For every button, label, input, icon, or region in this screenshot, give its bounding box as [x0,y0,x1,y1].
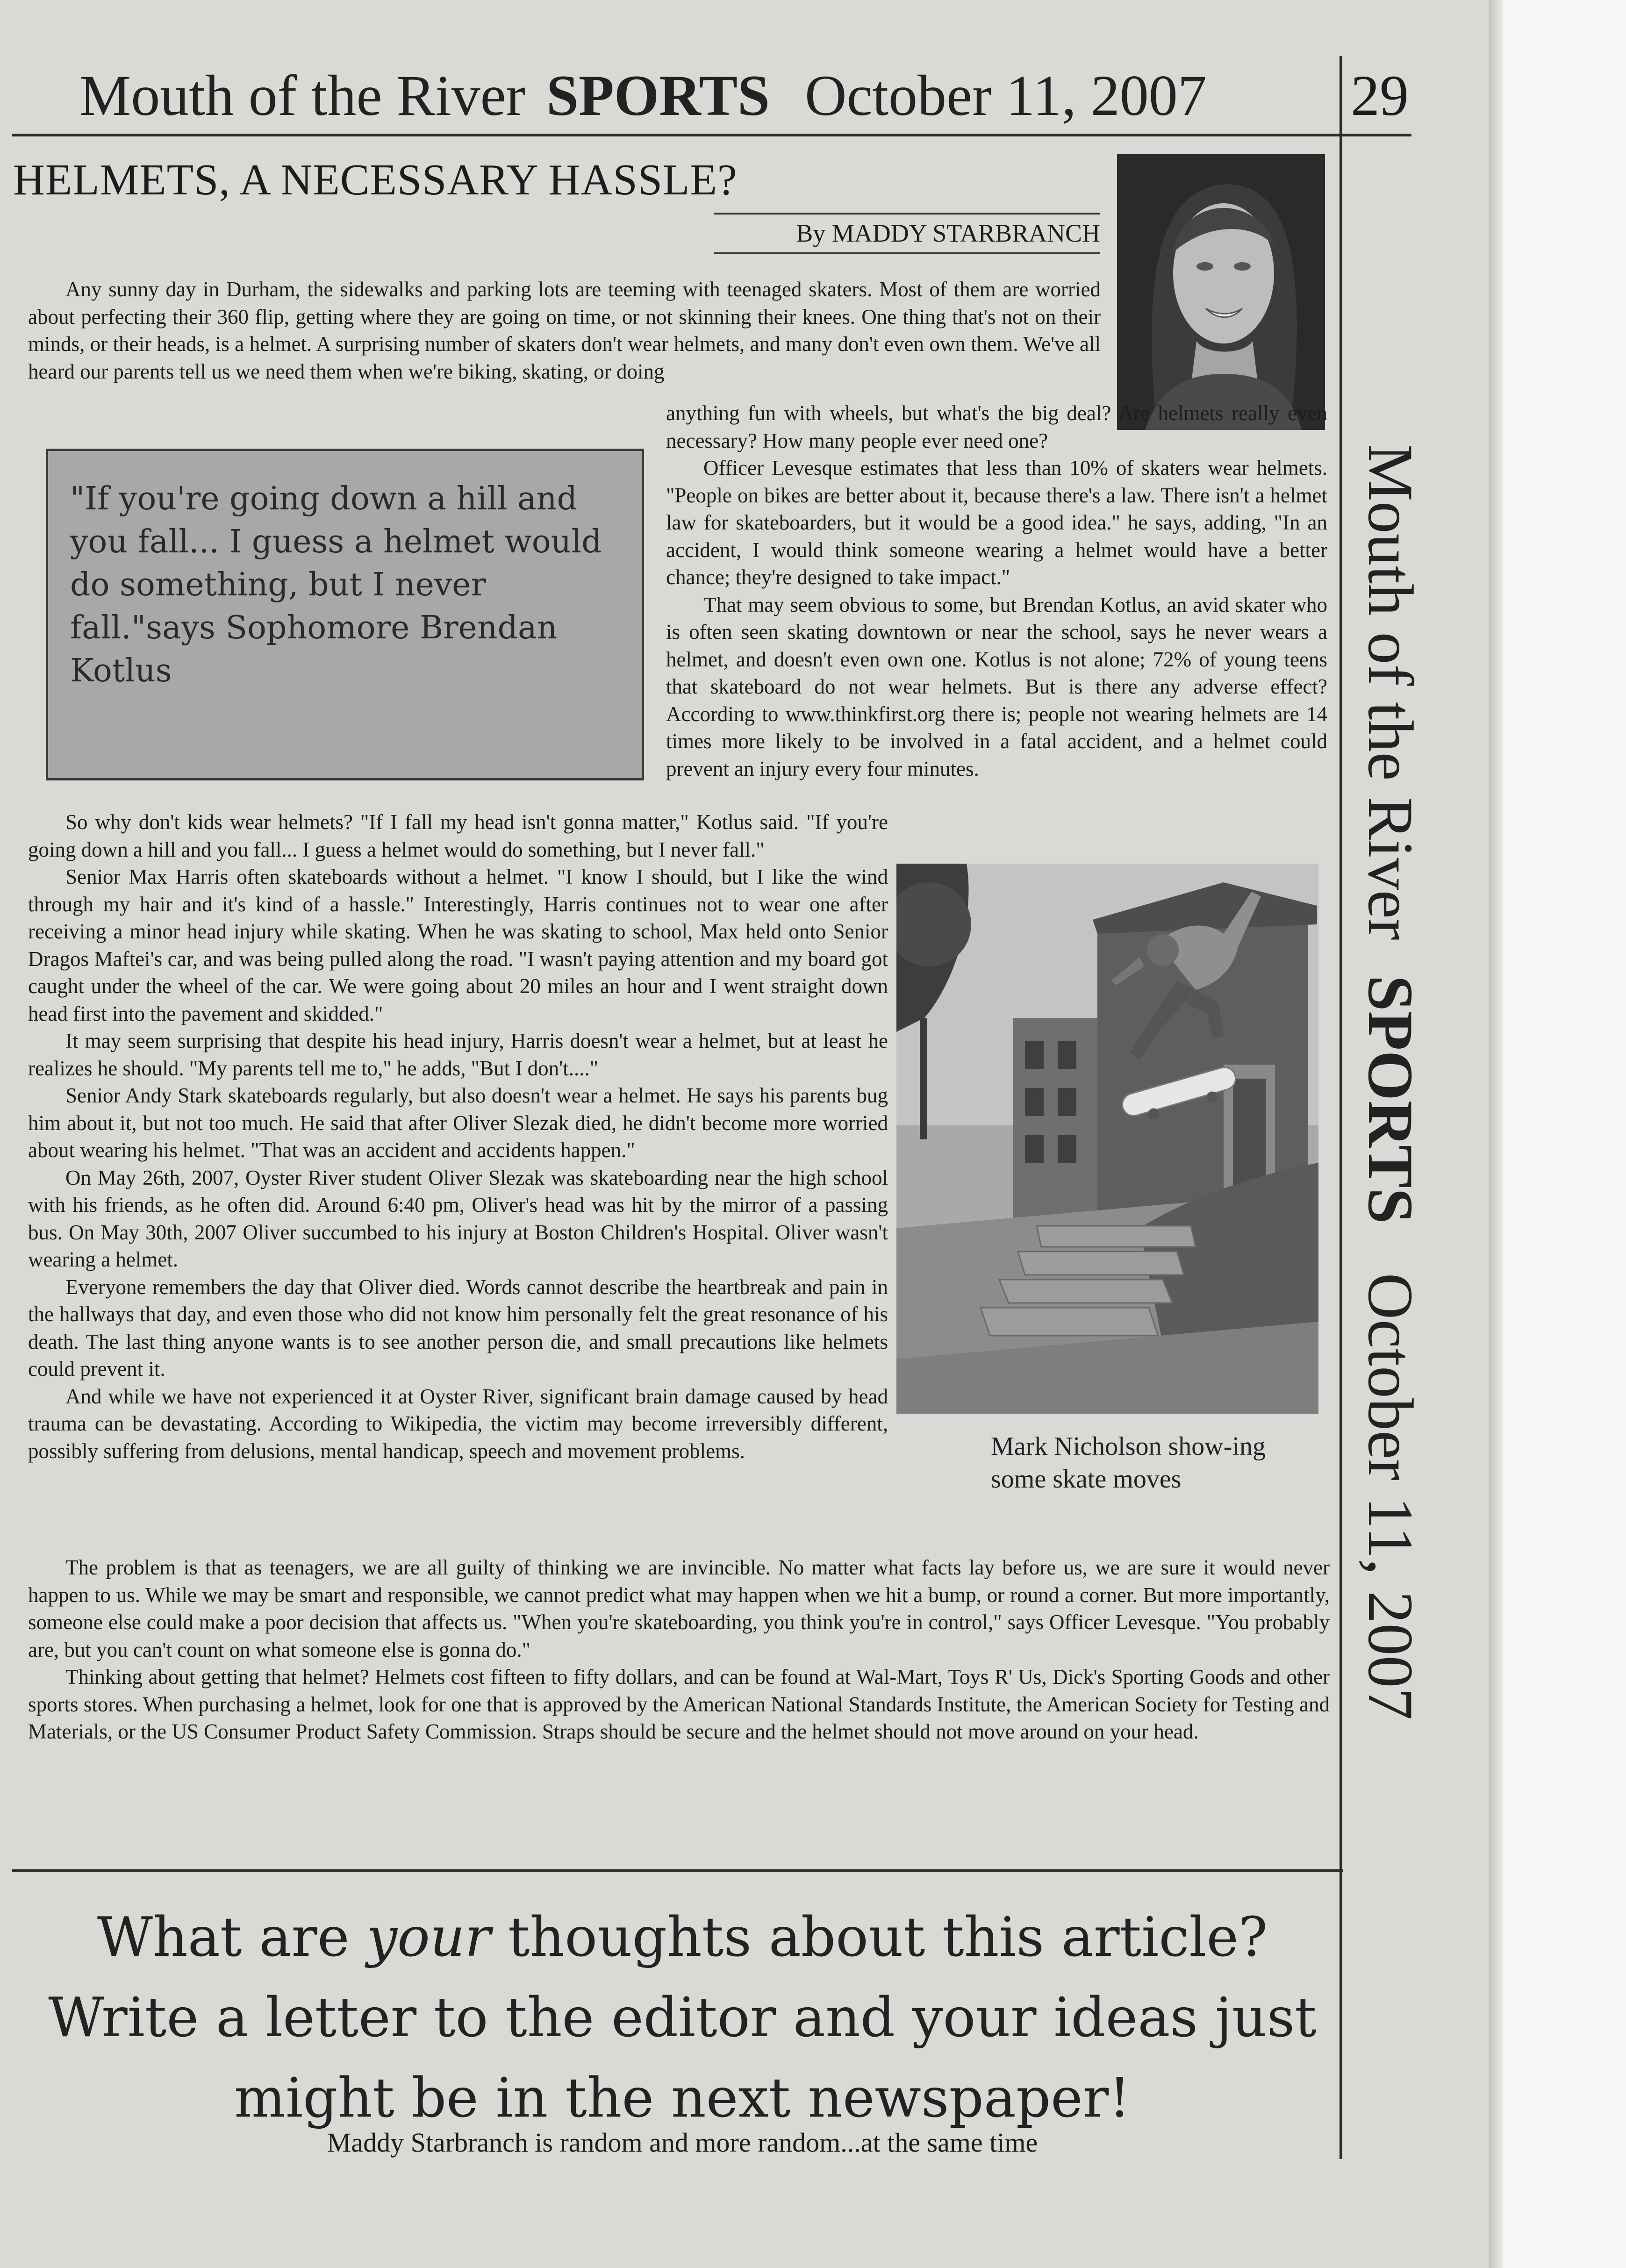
cta-text: thoughts about this article? [491,1906,1268,1969]
cta-text: What are [97,1906,367,1969]
paragraph: It may seem surprising that despite his head injury, Harris doesn't wear a helmet, but at least he realizes he should. "My parents tell me to," he adds, "But I don't...." [28,1029,888,1080]
article-headline: HELMETS, A NECESSARY HASSLE? [13,156,738,204]
masthead-rule [12,134,1411,136]
footer-rule [12,1869,1343,1872]
skateboarding-photo [896,864,1318,1414]
vertical-section: SPORTS [1355,975,1426,1224]
paragraph: Everyone remembers the day that Oliver died. Words cannot describe the heartbreak and pain in the hallways that day, and even those who did not know him personally felt the great resonance of his death. The last thing anyone wants is to see another person die, and small precautions like helmets could prevent it. [28,1275,888,1381]
article-byline: By MADDY STARBRANCH [796,219,1100,247]
right-column [666,400,1327,782]
vertical-paper-name: Mouth of the River [1355,444,1426,940]
cta-emphasis: your [366,1906,491,1969]
paragraph: That may seem obvious to some, but Brendan Kotlus, an avid skater who is often seen skating downtown or near the school, says he never wears a helmet, and doesn't even own one. Kotlus is not alone; 72% of young teens that skateboard do not wear helmets. But is there any adverse effect? According to www.thinkfirst.org there is; people not wearing helmets are 14 times more likely to be involved in a fatal accident, and a helmet could prevent an injury every four minutes. [666,593,1327,780]
vertical-date: October 11, 2007 [1355,1273,1426,1720]
paragraph: Thinking about getting that helmet? Helmets cost fifteen to fifty dollars, and can be found at Wal-Mart, Toys R' Us, Dick's Sporting Goods and other sports stores. When purchasing a helmet, look for one that is approved by the American National Standards Institute, the American Society for Testing and Materials, or the US Consumer Product Safety Commission. Straps should be secure and the helmet should not move around on your head. [28,1665,1330,1743]
author-tagline: Maddy Starbranch is random and more random...at the same time [327,2127,1038,2158]
cta-line-2: Write a letter to the editor and your ideas just might be in the next newspaper! [48,1986,1317,2130]
masthead [79,61,1207,131]
portrait-illustration [1117,154,1325,430]
paragraph: The problem is that as teenagers, we are all guilty of thinking we are invincible. No matter what facts lay before us, we are sure it would never happen to us. While we may be smart and responsible, we cannot predict what may happen when we hit a bump, or round a corner. But more importantly, someone else could make a poor decision that affects us. "When you're skateboarding, you think you're in control," says Officer Levesque. "You probably are, but you can't count on what someone else is gonna do." [28,1556,1330,1661]
paragraph: So why don't kids wear helmets? "If I fall my head isn't gonna matter," Kotlus said. "If you're going down a hill and you fall... I guess a helmet would do something, but I never fall." [28,810,888,861]
masthead-date: October 11, 2007 [805,64,1207,128]
left-column [28,808,888,1465]
byline-rule-bottom [714,252,1100,254]
masthead-section: SPORTS [546,64,770,128]
full-width-text [28,1554,1330,1746]
column-rule [1339,56,1342,2159]
page-number: 29 [1351,64,1409,128]
photo-caption: Mark Nicholson show-ing some skate moves [991,1432,1266,1494]
paragraph: Senior Andy Stark skateboards regularly, but also doesn't wear a helmet. He says his parents bug him about it, but not too much. He said that after Oliver Slezak died, he didn't become more worried about wearing his helmet. "That was an accident and accidents happen." [28,1084,888,1162]
article-intro [28,276,1101,385]
vertical-masthead [1353,444,1428,1729]
byline-rule-top [714,213,1100,215]
letter-to-editor-callout [28,1897,1337,2139]
intro-paragraph: Any sunny day in Durham, the sidewalks and parking lots are teeming with teenaged skaters. Most of them are worried about perfecting their 360 flip, getting where they are going on time, or not skinning their knees. One thing that's not on their minds, or their heads, is a helmet. A surprising number of skaters don't wear helmets, and many don't even own them. We've all heard our parents tell us we need them when we're biking, skating, or doing [28,278,1101,383]
paragraph: On May 26th, 2007, Oyster River student Oliver Slezak was skateboarding near the high school with his friends, as he often did. Around 6:40 pm, Oliver's head was hit by the mirror of a passing bus. On May 30th, 2007 Oliver succumbed to his injury at Boston Children's Hospital. Oliver wasn't wearing a helmet. [28,1166,888,1271]
cta-line-1 [28,1897,1337,1978]
paragraph: Officer Levesque estimates that less than 10% of skaters wear helmets. "People on bikes are better about it, because there's a law. There isn't a helmet law for skateboarders, but it would be a good idea." he says, adding, "In an accident, I would think someone wearing a helmet would have a better chance; they're designed to take impact." [666,456,1327,589]
paragraph: Senior Max Harris often skateboards without a helmet. "I know I should, but I like the wind through my hair and it's kind of a hassle." Interestingly, Harris continues not to wear one after receiving a minor head injury while skating. When he was skating to school, Max held onto Senior Dragos Maftei's car, and was being pulled along the road. "I wasn't paying attention and my board got caught under the wheel of the car. We were going about 20 miles an hour and I went straight down head first into the pavement and skidded." [28,865,888,1025]
masthead-paper-name: Mouth of the River [79,64,525,128]
paragraph: anything fun with wheels, but what's the big deal? Are helmets really even necessary? How many people ever need one? [666,401,1327,452]
author-portrait [1117,154,1325,430]
page-edge-shadow [1489,0,1503,2268]
pull-quote-text: "If you're going down a hill and you fall... I guess a helmet would do something, but I never fall."says Sophomore Brendan Kotlus [70,480,602,689]
skate-scene-illustration [896,864,1318,1414]
paragraph: And while we have not experienced it at Oyster River, significant brain damage caused by head trauma can be devastating. According to Wikipedia, the victim may become irreversibly different, possibly suffering from delusions, mental handicap, speech and movement problems. [28,1384,888,1463]
